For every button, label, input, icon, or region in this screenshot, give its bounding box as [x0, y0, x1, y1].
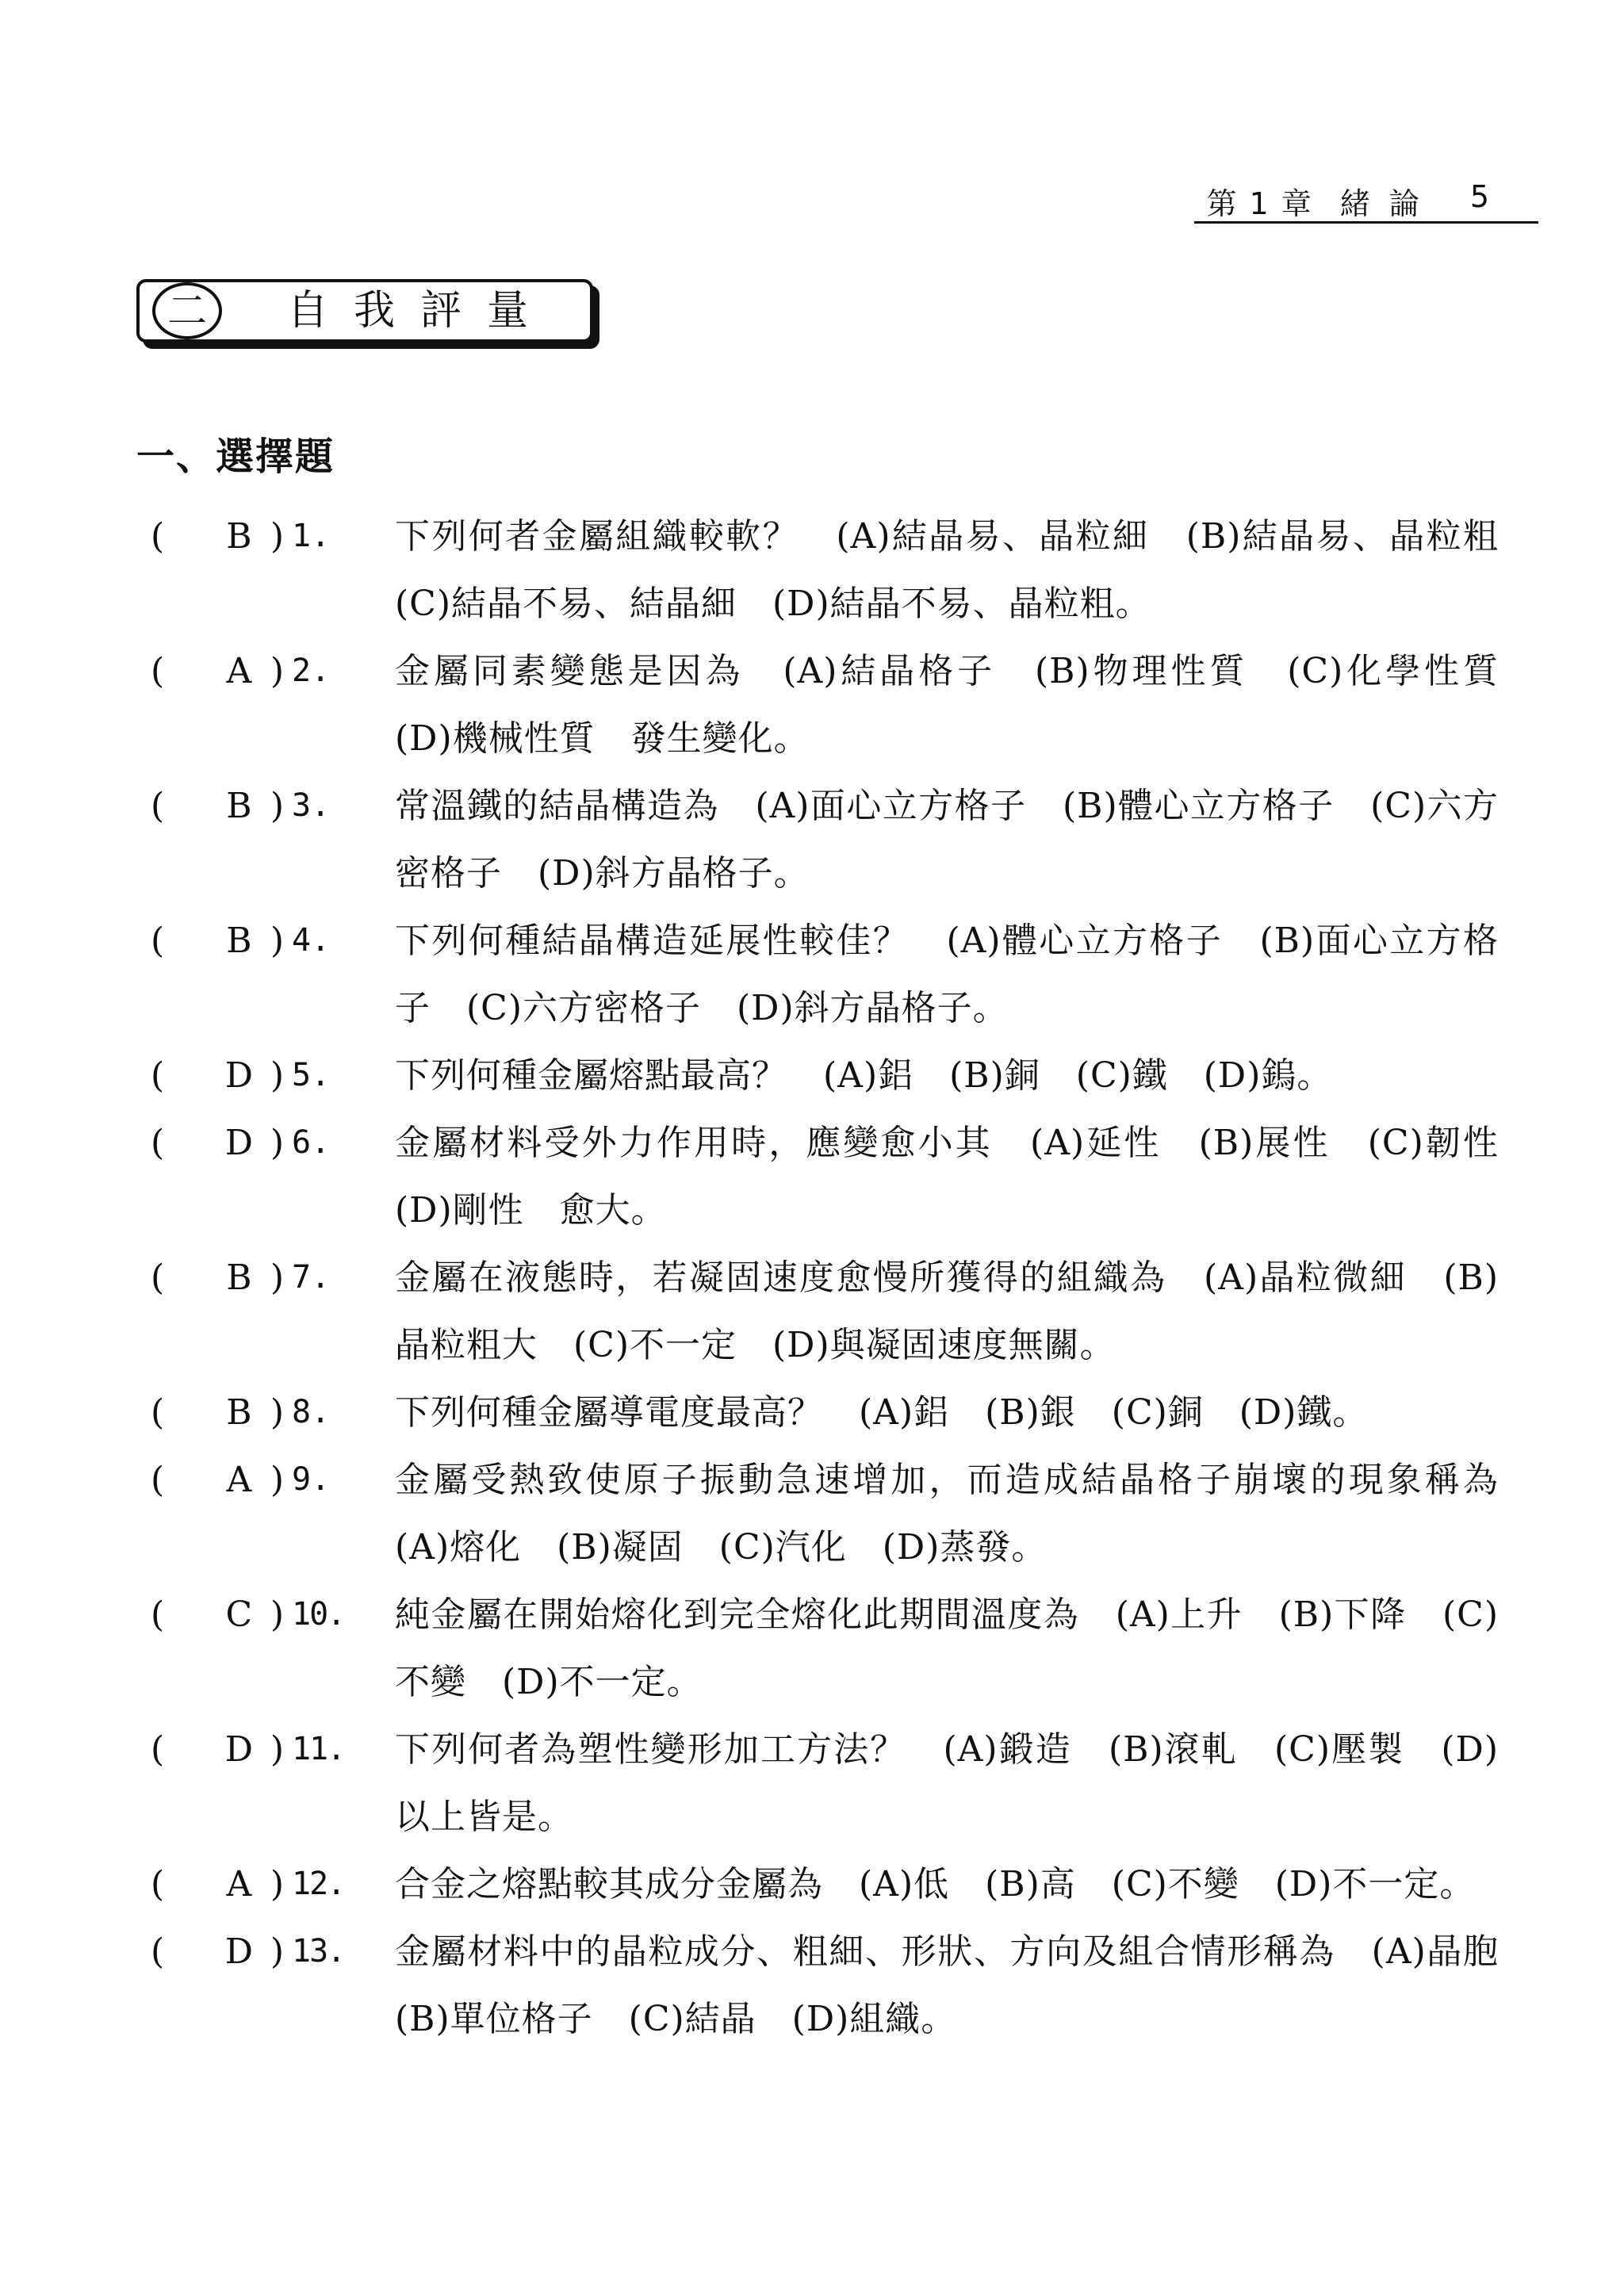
section-number-badge: 二 [152, 282, 222, 339]
paren-open: ( [151, 1258, 165, 1298]
question-text: 純金屬在開始熔化到完全熔化此期間溫度為 (A)上升 (B)下降 (C)不變 (D)不一定。 [395, 1594, 1499, 1702]
paren-close: ) [270, 1055, 284, 1096]
paren-close: ) [270, 1392, 284, 1433]
question-item [151, 637, 1534, 772]
paren-close: ) [270, 1460, 284, 1500]
answer-letter: D [224, 1123, 254, 1163]
question-text: 金屬受熱致使原子振動急速增加，而造成結晶格子崩壞的現象稱為 (A)熔化 (B)凝固 (C)汽化 (D)蒸發。 [395, 1460, 1534, 1568]
paren-close: ) [270, 1864, 284, 1904]
paren-open: ( [151, 921, 165, 961]
question-text: 合金之熔點較其成分金屬為 (A)低 (B)高 (C)不變 (D)不一定。 [395, 1864, 1476, 1904]
question-number: 5. [292, 1057, 331, 1093]
question-number: 3. [292, 787, 331, 824]
answer-slot [151, 637, 330, 772]
answer-letter: B [226, 1392, 252, 1433]
question-item [151, 907, 1499, 1042]
paren-open: ( [151, 1460, 165, 1500]
paren-close: ) [270, 516, 284, 557]
paren-close: ) [270, 786, 284, 826]
section-banner [136, 279, 601, 350]
question-number: 7. [292, 1259, 331, 1296]
answer-slot [151, 1244, 330, 1379]
section-title: 自我評量 [287, 287, 554, 335]
question-number: 10. [292, 1596, 345, 1633]
chapter-title: 緒論 [1339, 186, 1438, 221]
page-number: 5 [1469, 179, 1491, 214]
answer-slot [151, 907, 330, 1042]
paren-open: ( [151, 1594, 165, 1635]
answer-letter: D [224, 1055, 254, 1096]
question-number: 8. [292, 1394, 331, 1430]
paren-open: ( [151, 1729, 165, 1770]
paren-close: ) [270, 651, 284, 691]
question-item [151, 772, 1499, 907]
paren-open: ( [151, 1864, 165, 1904]
question-item [151, 1851, 1499, 1918]
answer-letter: A [226, 651, 252, 691]
question-number: 1. [292, 518, 331, 554]
paren-open: ( [151, 516, 165, 557]
question-text: 金屬材料受外力作用時，應變愈小其 (A)延性 (B)展性 (C)韌性 (D)剛性 愈大。 [395, 1123, 1534, 1231]
answer-slot [151, 503, 330, 637]
question-number: 9. [292, 1461, 331, 1498]
question-item [151, 1446, 1534, 1581]
paren-open: ( [151, 1123, 165, 1163]
question-item [151, 1581, 1499, 1716]
running-header [1194, 179, 1538, 224]
paren-open: ( [151, 1931, 165, 1972]
answer-slot [151, 1918, 345, 2053]
question-text: 下列何種結晶構造延展性較佳？ (A)體心立方格子 (B)面心立方格子 (C)六方密格子 (D)斜方晶格子。 [395, 921, 1499, 1028]
answer-slot [151, 1042, 330, 1109]
question-text: 常溫鐵的結晶構造為 (A)面心立方格子 (B)體心立方格子 (C)六方密格子 (D)斜方晶格子。 [395, 786, 1499, 894]
question-number: 6. [292, 1124, 331, 1161]
question-list [151, 503, 1534, 2053]
question-item [151, 1244, 1499, 1379]
paren-close: ) [270, 1594, 284, 1635]
paren-close: ) [270, 1258, 284, 1298]
paren-open: ( [151, 786, 165, 826]
question-number: 2. [292, 653, 331, 689]
question-number: 11. [292, 1731, 345, 1767]
paren-open: ( [151, 651, 165, 691]
answer-letter: B [226, 1258, 252, 1298]
paren-open: ( [151, 1055, 165, 1096]
question-item [151, 1379, 1499, 1446]
question-number: 4. [292, 922, 331, 959]
question-item [151, 503, 1534, 637]
answer-letter: C [225, 1594, 253, 1635]
answer-letter: A [226, 1864, 252, 1904]
answer-letter: B [226, 516, 252, 557]
question-number: 12. [292, 1866, 345, 1902]
paren-close: ) [270, 921, 284, 961]
paren-close: ) [270, 1931, 284, 1972]
question-text: 下列何者金屬組織較軟？ (A)結晶易、晶粒細 (B)結晶易、晶粒粗 (C)結晶不易、結晶細 (D)結晶不易、晶粒粗。 [395, 516, 1534, 624]
question-item [151, 1918, 1534, 2053]
answer-slot [151, 772, 330, 907]
answer-letter: D [224, 1931, 254, 1972]
answer-letter: B [226, 921, 252, 961]
answer-slot [151, 1716, 345, 1851]
question-number: 13. [292, 1933, 345, 1970]
paren-open: ( [151, 1392, 165, 1433]
question-item [151, 1042, 1499, 1109]
subsection-heading: 一、選擇題 [136, 434, 335, 479]
answer-slot [151, 1581, 345, 1716]
question-text: 金屬材料中的晶粒成分、粗細、形狀、方向及組合情形稱為 (A)晶胞 (B)單位格子 (C)結晶 (D)組織。 [395, 1931, 1534, 2039]
answer-slot [151, 1379, 330, 1446]
answer-slot [151, 1851, 345, 1918]
paren-close: ) [270, 1123, 284, 1163]
answer-letter: B [226, 786, 252, 826]
answer-letter: D [224, 1729, 254, 1770]
answer-letter: A [226, 1460, 252, 1500]
question-text: 下列何者為塑性變形加工方法？ (A)鍛造 (B)滾軋 (C)壓製 (D)以上皆是。 [395, 1729, 1499, 1837]
question-text: 金屬同素變態是因為 (A)結晶格子 (B)物理性質 (C)化學性質 (D)機械性質 發生變化。 [395, 651, 1534, 759]
paren-close: ) [270, 1729, 284, 1770]
question-item [151, 1109, 1534, 1244]
answer-slot [151, 1446, 330, 1581]
question-text: 下列何種金屬熔點最高？ (A)鋁 (B)銅 (C)鐵 (D)鎢。 [395, 1055, 1333, 1096]
chapter-label: 第 1 章 [1206, 186, 1313, 221]
question-text: 金屬在液態時，若凝固速度愈慢所獲得的組織為 (A)晶粒微細 (B)晶粒粗大 (C)不一定 (D)與凝固速度無關。 [395, 1258, 1499, 1365]
question-text: 下列何種金屬導電度最高？ (A)鋁 (B)銀 (C)銅 (D)鐵。 [395, 1392, 1369, 1433]
question-item [151, 1716, 1499, 1851]
answer-slot [151, 1109, 330, 1244]
